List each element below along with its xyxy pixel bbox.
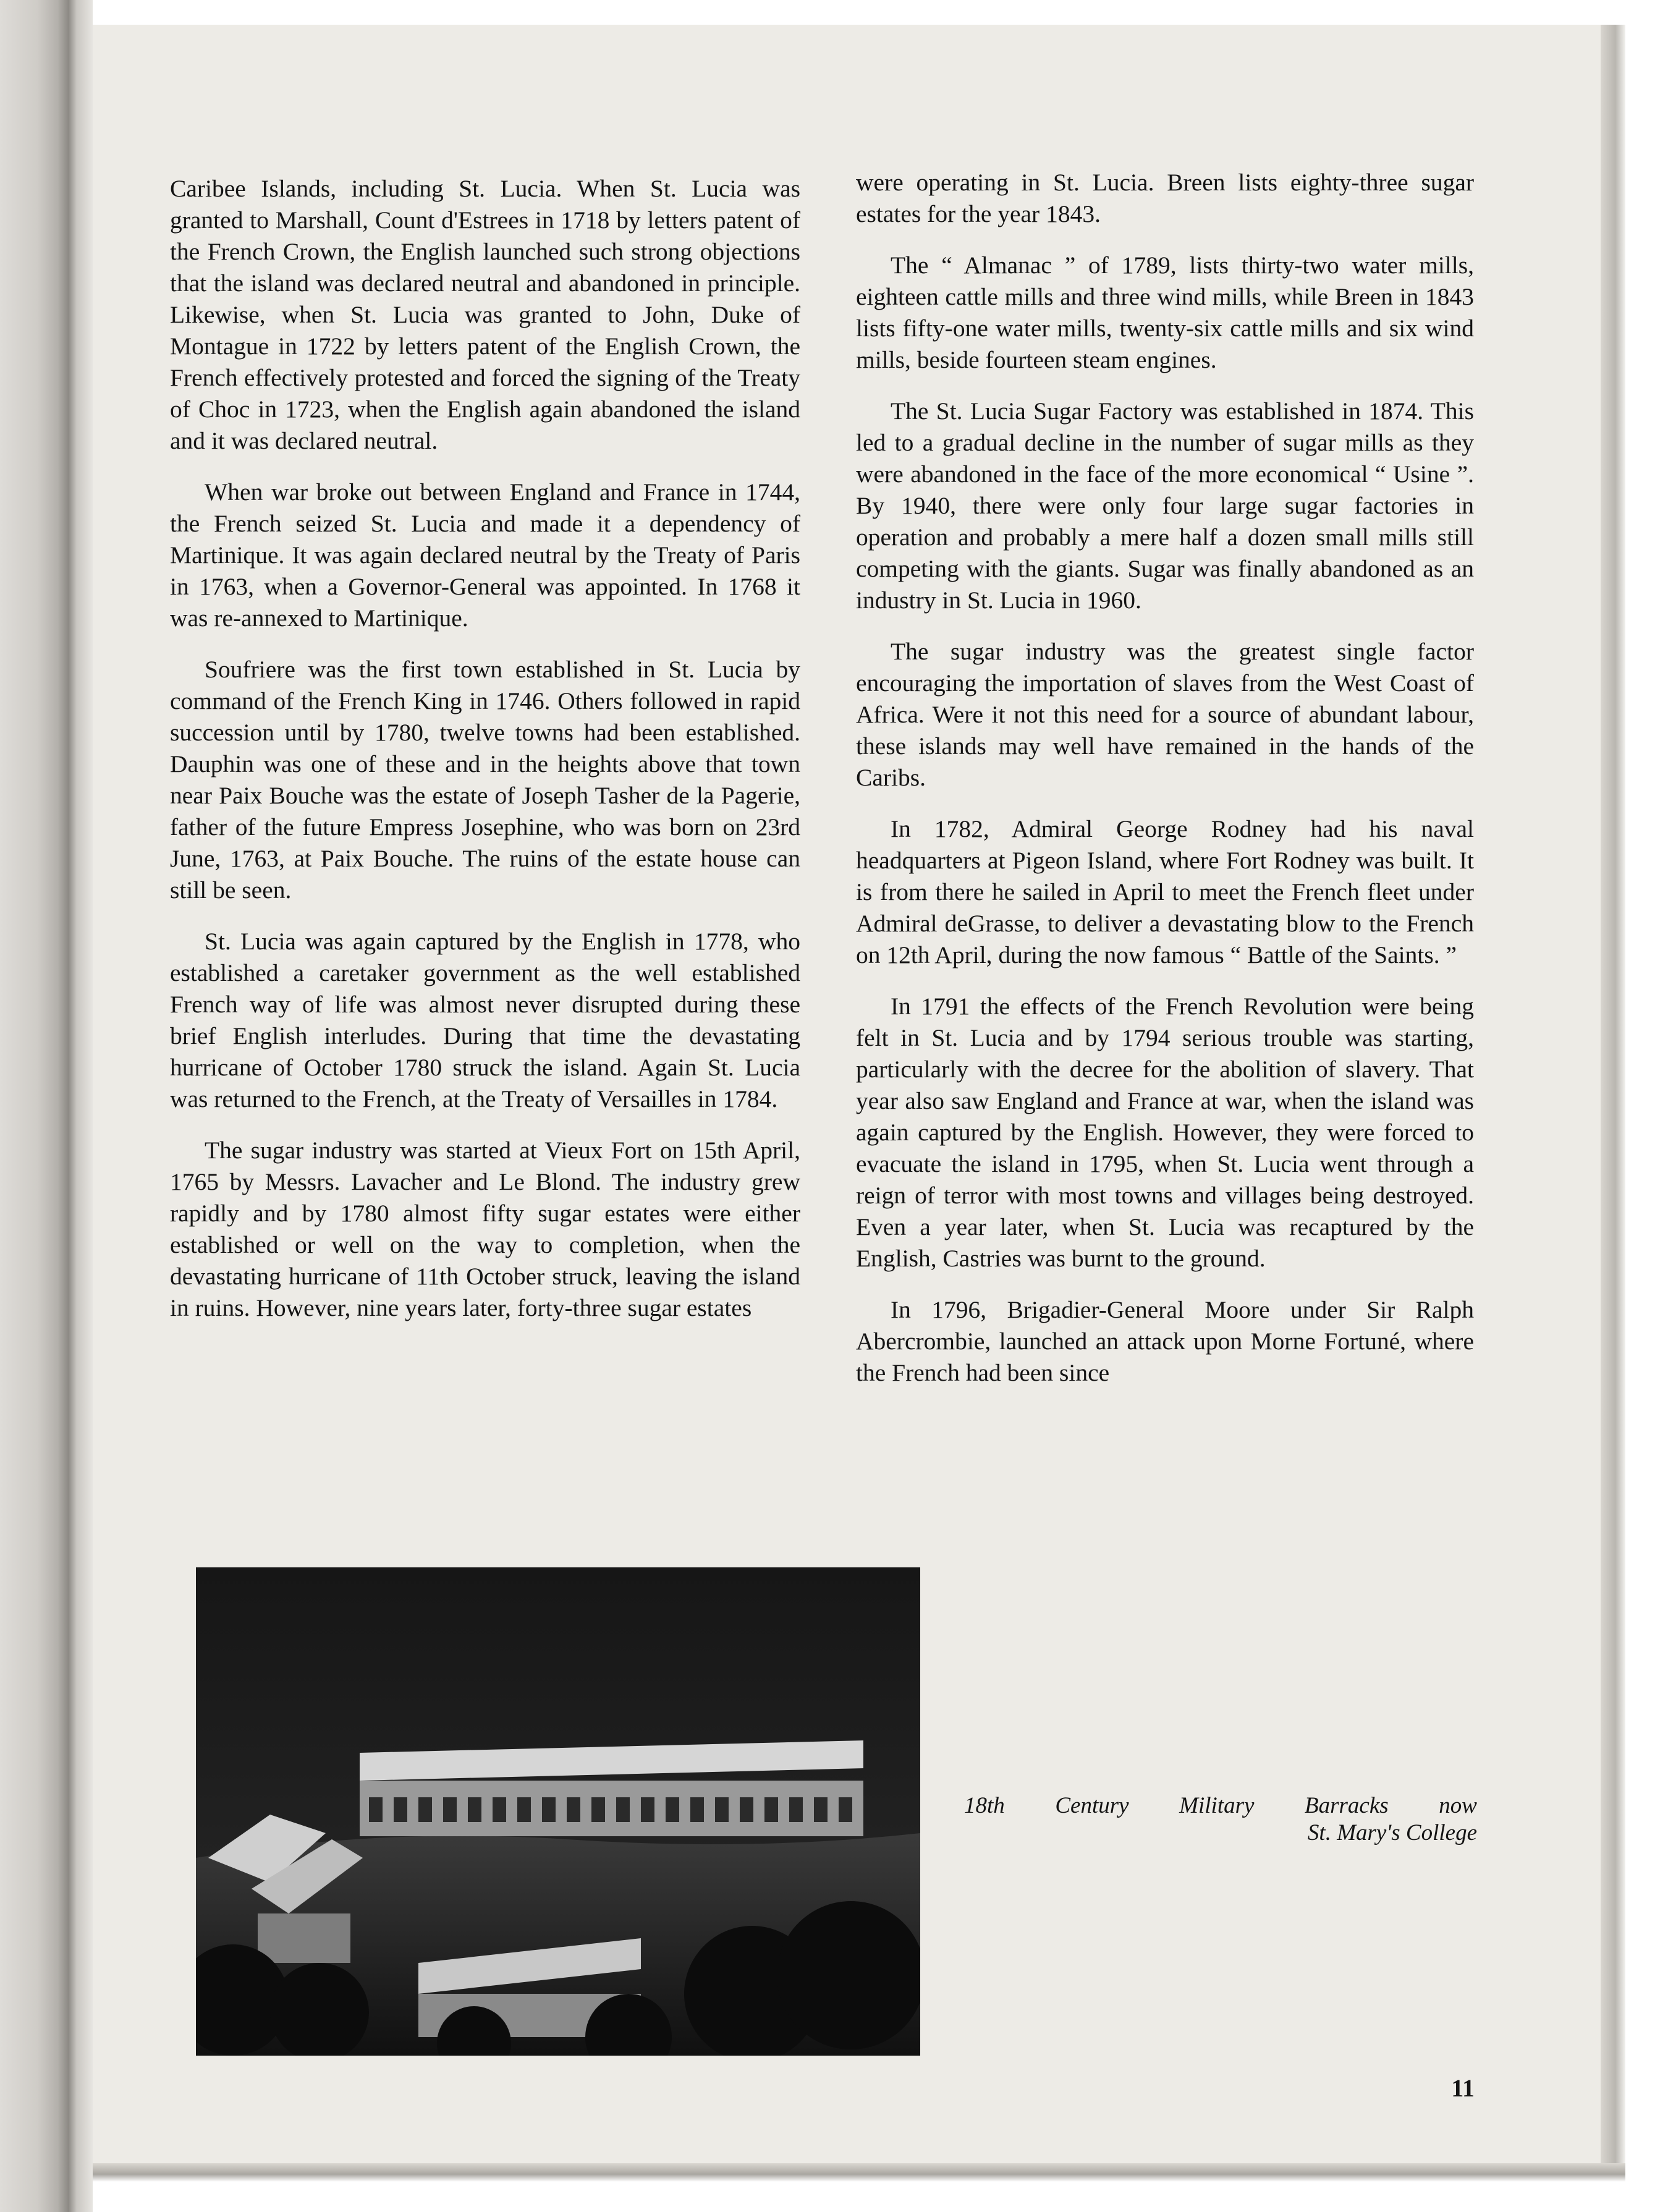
paragraph: In 1782, Admiral George Rodney had his naval headquarters at Pigeon Island, where Fort Rodney was built. It is from there he sailed in April to meet the French fleet under Admiral deGrasse, to deliver a devastating blow to the French on 12th April, during the now famous “ Battle of the Saints. ”: [856, 815, 1474, 968]
book-gutter: [68, 0, 93, 2212]
caption-word: Military: [1179, 1793, 1255, 1818]
caption-word: Century: [1055, 1793, 1129, 1818]
caption-line-1: [964, 1792, 1477, 1820]
paragraph: The “ Almanac ” of 1789, lists thirty-two water mills, eighteen cattle mills and three wind mills, while Breen in 1843 lists fifty-one water mills, twenty-six cattle mills and six wind mills, beside fourteen steam engines.: [856, 252, 1474, 373]
paragraph: The St. Lucia Sugar Factory was established in 1874. This led to a gradual decline in the number of sugar mills as they were abandoned in the face of the more economical “ Usine ”. By 1940, there were only four large sugar factories in operation and probably a mere half a dozen small mills still competing with the giants. Sugar was finally abandoned as an industry in St. Lucia in 1960.: [856, 397, 1474, 614]
photo-caption: [964, 1792, 1477, 1847]
right-column: [856, 167, 1474, 1409]
caption-word: Barracks: [1305, 1793, 1389, 1818]
paragraph: Soufriere was the first town established in St. Lucia by command of the French King in 1746. Others followed in rapid succession until by 1780, twelve towns had been established. Dauphin was one of these and in the heights above that town near Paix Bouche was the estate of Joseph Tasher de la Pagerie, father of the future Empress Josephine, who was born on 23rd June, 1763, at Paix Bouche. The ruins of the estate house can still be seen.: [170, 656, 800, 904]
paragraph: The sugar industry was started at Vieux Fort on 15th April, 1765 by Messrs. Lavacher and Le Blond. The industry grew rapidly and by 1780 almost fifty sugar estates were either established or well on the way to completion, when the devastating hurricane of 11th October struck, leaving the island in ruins. However, nine years later, forty-three sugar estates: [170, 1137, 800, 1321]
left-column: [170, 173, 800, 1344]
page-right-edge: [1601, 25, 1625, 2176]
paragraph: Caribee Islands, including St. Lucia. When St. Lucia was granted to Marshall, Count d'Estrees in 1718 by letters patent of the French Crown, the English launched such strong objections that the island was declared neutral and abandoned in principle. Likewise, when St. Lucia was granted to John, Duke of Montague in 1722 by letters patent of the English Crown, the French effectively protested and forced the signing of the Treaty of Choc in 1723, when the English again abandoned the island and it was declared neutral.: [170, 175, 800, 454]
paragraph: In 1791 the effects of the French Revolution were being felt in St. Lucia and by 1794 serious trouble was starting, particularly with the decree for the abolition of slavery. That year also saw England and France at war, when the island was again captured by the English. However, they were forced to evacuate the island in 1795, when St. Lucia went through a reign of terror with most towns and villages being destroyed. Even a year later, when St. Lucia was recaptured by the English, Castries was burnt to the ground.: [856, 993, 1474, 1272]
paragraph: When war broke out between England and France in 1744, the French seized St. Lucia and made it a dependency of Martinique. It was again declared neutral by the Treaty of Paris in 1763, when a Governor-General was appointed. In 1768 it was re-annexed to Martinique.: [170, 478, 800, 632]
paragraph: The sugar industry was the greatest single factor encouraging the importation of slaves from the West Coast of Africa. Were it not this need for a source of abundant labour, these islands may well have remained in the hands of the Caribs.: [856, 638, 1474, 791]
barracks-photo: [196, 1567, 920, 2056]
previous-page-edge: [0, 0, 68, 2212]
paragraph: In 1796, Brigadier-General Moore under Sir Ralph Abercrombie, launched an attack upon Morne Fortuné, where the French had been since: [856, 1296, 1474, 1386]
caption-word: now: [1439, 1793, 1477, 1818]
caption-word: 18th: [964, 1793, 1005, 1818]
paragraph: St. Lucia was again captured by the English in 1778, who established a caretaker government as the well established French way of life was almost never disrupted during these brief English interludes. During that time the devastating hurricane of October 1780 struck the island. Again St. Lucia was returned to the French, at the Treaty of Versailles in 1784.: [170, 928, 800, 1112]
page-number: 11: [1451, 2074, 1475, 2102]
caption-line-2: St. Mary's College: [1307, 1820, 1477, 1845]
barracks-photo-icon: [196, 1567, 920, 2056]
page-bottom-edge: [93, 2163, 1625, 2182]
paragraph: were operating in St. Lucia. Breen lists eighty-three sugar estates for the year 1843.: [856, 169, 1474, 227]
